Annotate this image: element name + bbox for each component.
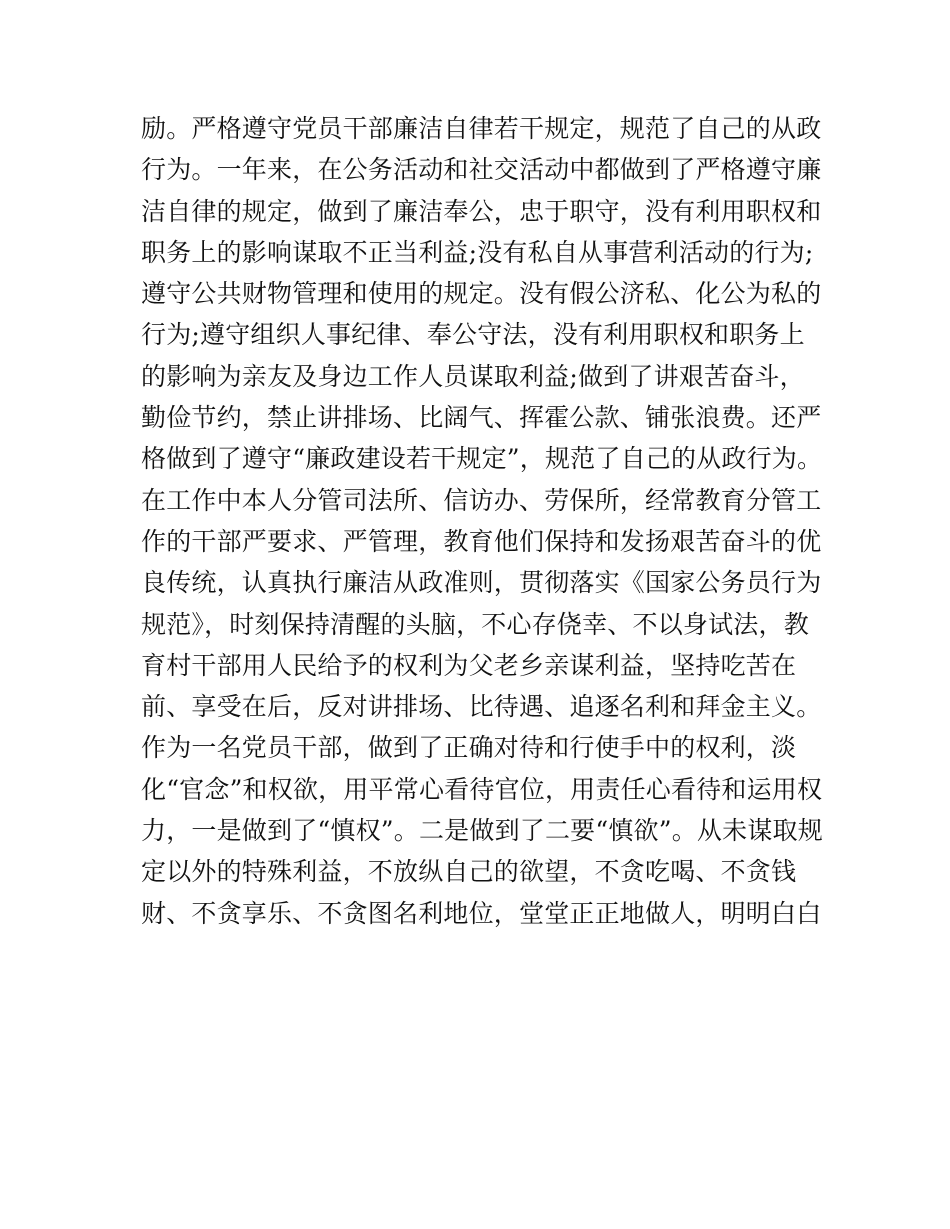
text-line: 的影响为亲友及身边工作人员谋取利益;做到了讲艰苦奋斗，: [141, 361, 805, 391]
text-line: 定以外的特殊利益，不放纵自己的欲望，不贪吃喝、不贪钱: [141, 857, 797, 887]
text-line: 洁自律的规定，做到了廉洁奉公，忠于职守，没有利用职权和: [141, 196, 822, 226]
text-line: 前、享受在后，反对讲排场、比待遇、追逐名利和拜金主义。: [141, 692, 822, 722]
text-line: 作的干部严要求、严管理，教育他们保持和发扬艰苦奋斗的优: [141, 526, 822, 556]
text-line: 行为。一年来，在公务活动和社交活动中都做到了严格遵守廉: [141, 155, 822, 185]
text-line: 化“官念”和权欲，用平常心看待官位，用责任心看待和运用权: [141, 774, 823, 804]
text-line: 力，一是做到了“慎权”。二是做到了二要“慎欲”。从未谋取规: [141, 816, 823, 846]
text-line: 规范》，时刻保持清醒的头脑，不心存侥幸、不以身试法，教: [141, 609, 809, 639]
text-line: 遵守公共财物管理和使用的规定。没有假公济私、化公为私的: [141, 279, 822, 309]
text-line: 财、不贪享乐、不贪图名利地位，堂堂正正地做人，明明白白: [141, 898, 822, 928]
text-line: 在工作中本人分管司法所、信访办、劳保所，经常教育分管工: [141, 485, 822, 515]
text-line: 格做到了遵守“廉政建设若干规定”，规范了自己的从政行为。: [141, 444, 823, 474]
text-line: 作为一名党员干部，做到了正确对待和行使手中的权利，淡: [141, 733, 797, 763]
text-line: 良传统，认真执行廉洁从政准则，贯彻落实《国家公务员行为: [141, 568, 822, 598]
text-line: 育村干部用人民给予的权利为父老乡亲谋利益，坚持吃苦在: [141, 650, 797, 680]
text-line: 励。严格遵守党员干部廉洁自律若干规定，规范了自己的从政: [141, 114, 822, 143]
text-line: 行为;遵守组织人事纪律、奉公守法，没有利用职权和职务上: [141, 320, 805, 350]
text-line: 勤俭节约，禁止讲排场、比阔气、挥霍公款、铺张浪费。还严: [141, 403, 822, 433]
body-text: [141, 108, 821, 934]
text-line: 职务上的影响谋取不正当利益;没有私自从事营利活动的行为;: [141, 237, 814, 267]
